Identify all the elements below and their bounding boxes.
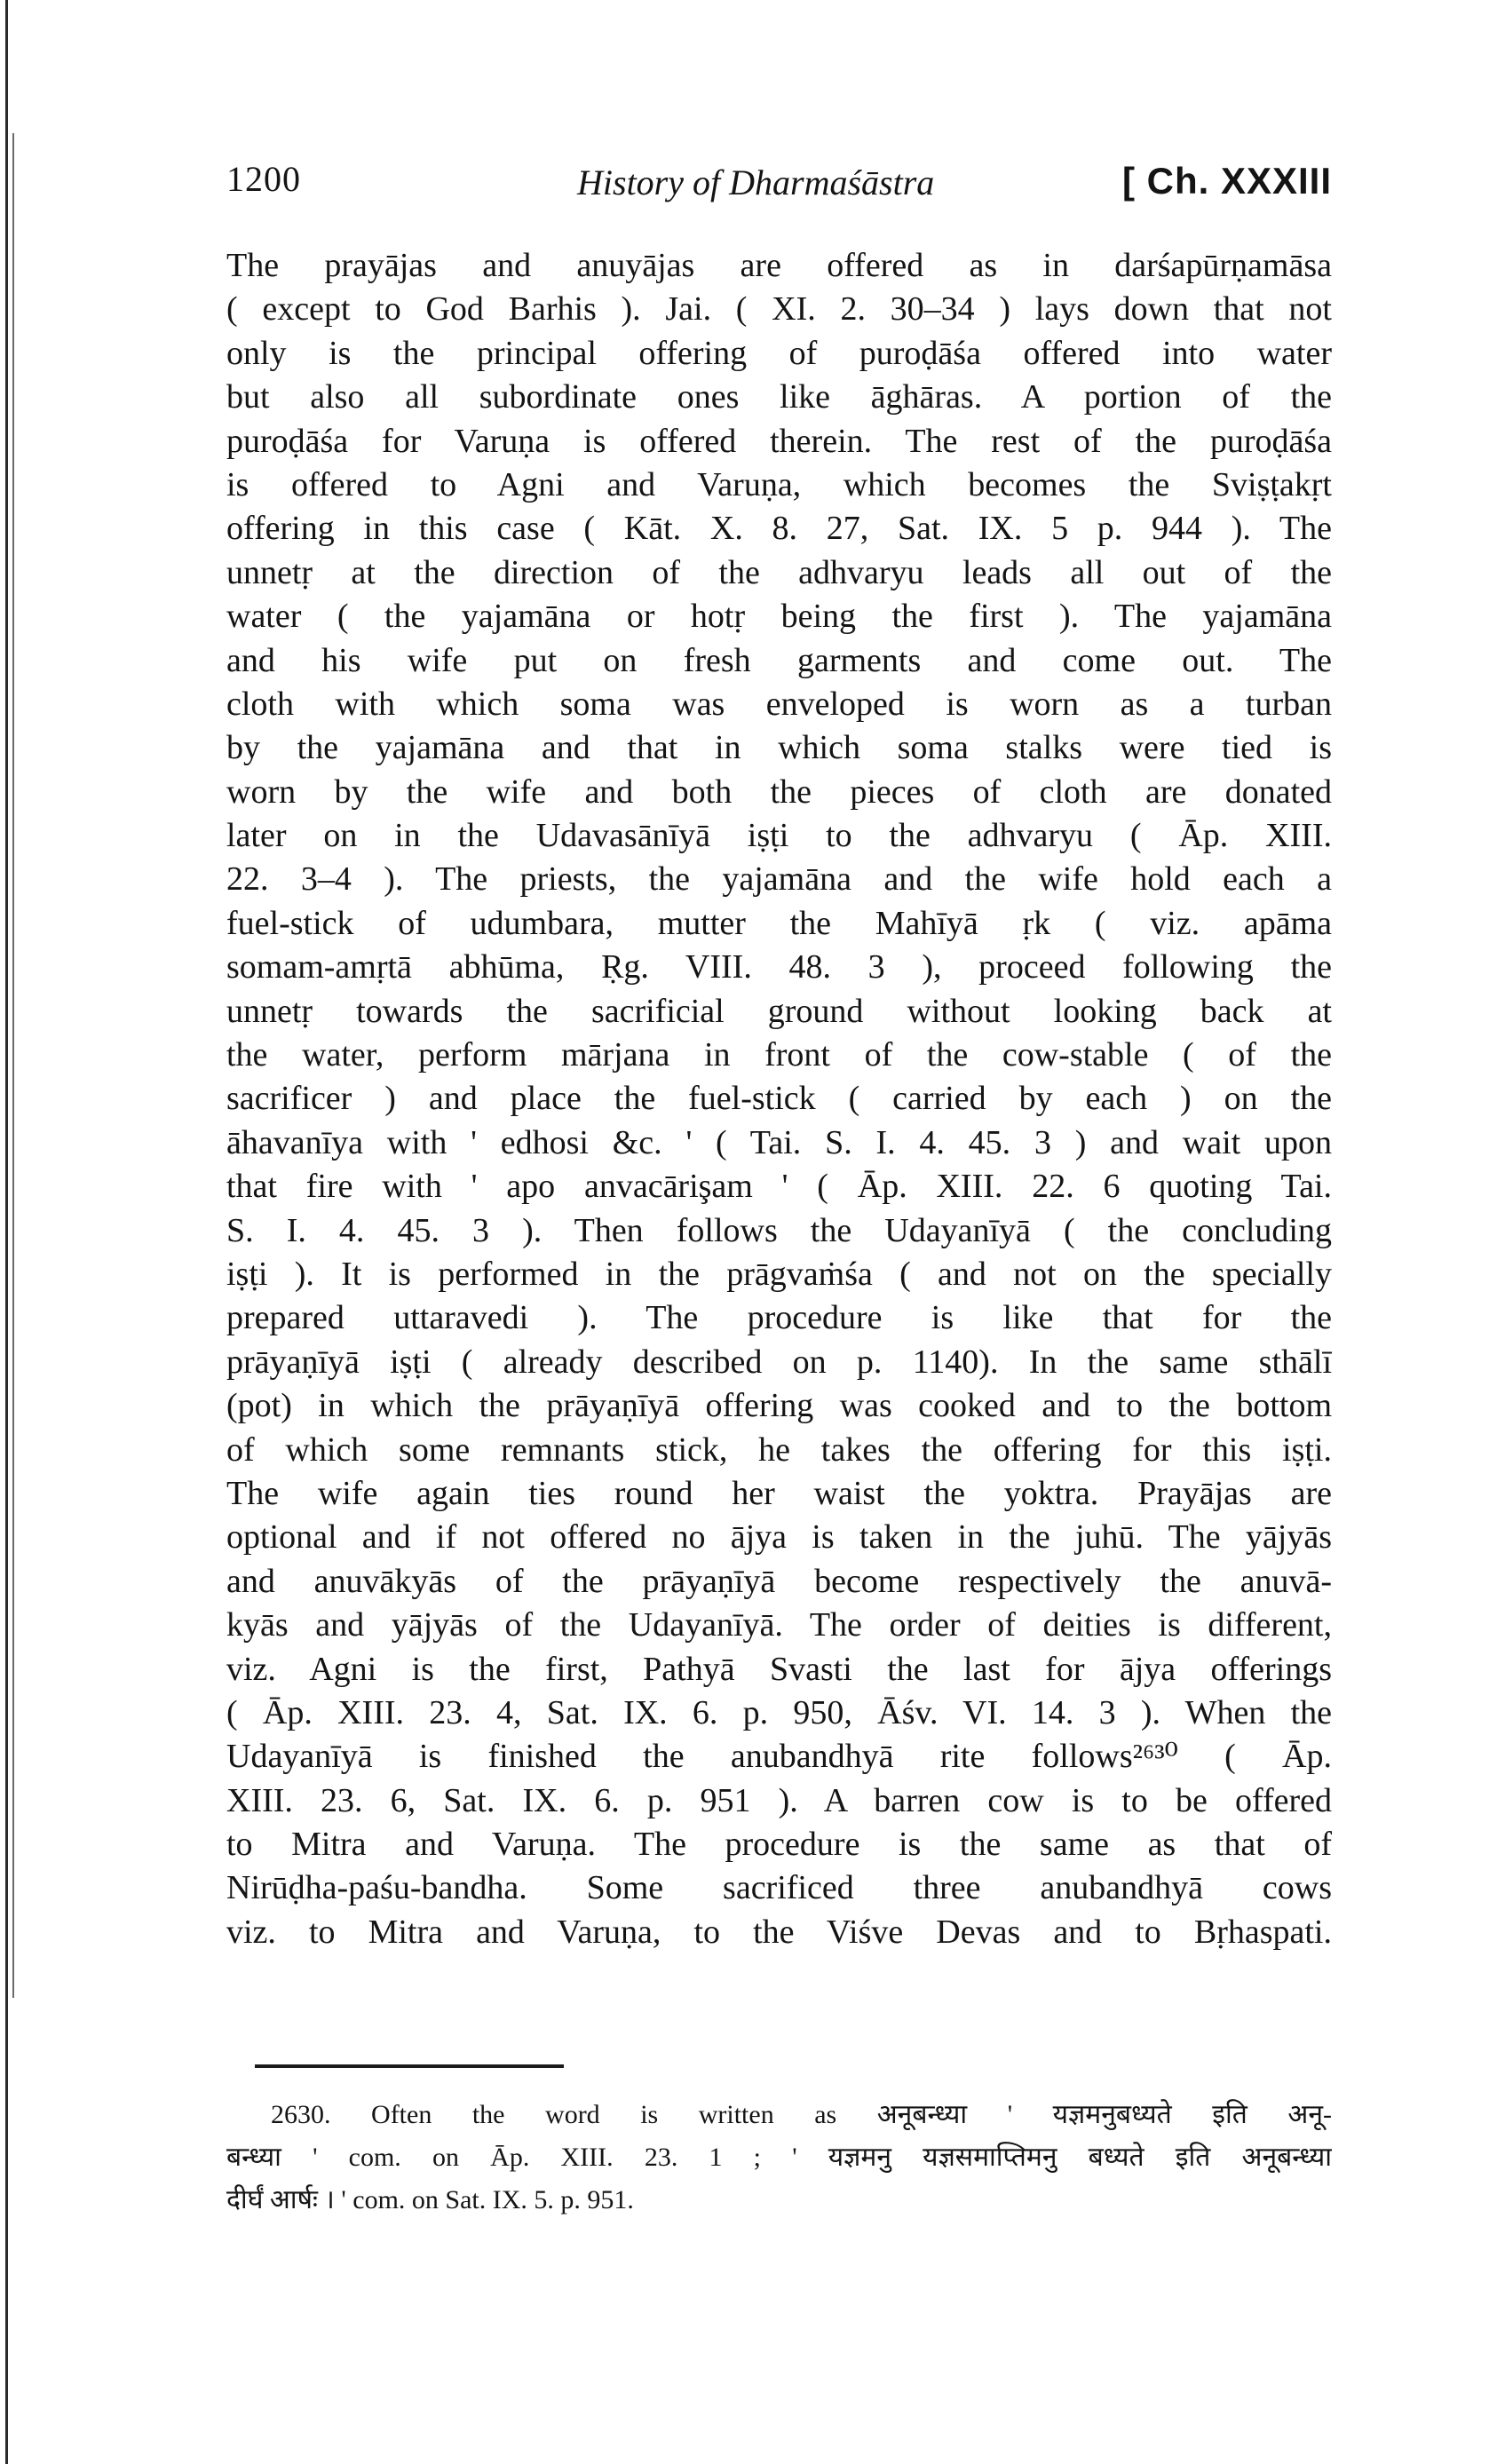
- body-line: somam-amṛtā abhūma, Ṛg. VIII. 48. 3 ), proceed following the: [226, 948, 1332, 986]
- body-line: cloth with which soma was enveloped is worn as a turban: [226, 685, 1332, 723]
- body-line: puroḍāśa for Varuṇa is offered therein. The rest of the puroḍāśa: [226, 422, 1332, 460]
- body-line: The wife again ties round her waist the yoktra. Prayājas are: [226, 1474, 1332, 1512]
- body-line: optional and if not offered no ājya is taken in the juhū. The yājyās: [226, 1518, 1332, 1557]
- footnote-rule: [255, 2064, 564, 2068]
- body-line: unnetṛ towards the sacrificial ground without looking back at: [226, 992, 1332, 1030]
- running-title: History of Dharmaśāstra: [577, 162, 935, 202]
- body-line: water ( the yajamāna or hotṛ being the first ). The yajamāna: [226, 598, 1332, 636]
- body-line: of which some remnants stick, he takes the offering for this iṣṭi.: [226, 1430, 1332, 1469]
- body-line: sacrificer ) and place the fuel-stick ( carried by each ) on the: [226, 1080, 1332, 1118]
- body-line: that fire with ' apo anvacārişam ' ( Āp. XIII. 22. 6 quoting Tai.: [226, 1168, 1332, 1206]
- footnotes: [226, 2094, 1332, 2222]
- page-number: 1200: [226, 159, 301, 199]
- body-line: by the yajamāna and that in which soma stalks were tied is: [226, 729, 1332, 767]
- body-line: (pot) in which the prāyaṇīyā offering was cooked and to the bottom: [226, 1387, 1332, 1425]
- body-text: [226, 244, 1332, 1954]
- body-line: viz. Agni is the first, Pathyā Svasti the last for ājya offerings: [226, 1650, 1332, 1688]
- body-line: kyās and yājyās of the Udayanīyā. The order of deities is different,: [226, 1606, 1332, 1644]
- body-line: later on in the Udavasānīyā iṣṭi to the adhvaryu ( Āp. XIII.: [226, 817, 1332, 855]
- footnote-line: बन्ध्या ' com. on Āp. XIII. 23. 1 ; ' यज्ञमनु यज्ञसमाप्तिमनु बध्यते इति अनूबन्ध्या: [226, 2143, 1332, 2172]
- body-line: viz. to Mitra and Varuṇa, to the Viśve Devas and to Bṛhaspati.: [226, 1913, 1332, 1951]
- body-line: unnetṛ at the direction of the adhvaryu leads all out of the: [226, 553, 1332, 591]
- body-line: ( except to God Barhis ). Jai. ( XI. 2. 30–34 ) lays down that not: [226, 290, 1332, 329]
- body-line: is offered to Agni and Varuṇa, which becomes the Sviṣṭakṛt: [226, 465, 1332, 503]
- body-line: iṣṭi ). It is performed in the prāgvaṁśa ( and not on the specially: [226, 1255, 1332, 1293]
- body-line: offering in this case ( Kāt. X. 8. 27, Sat. IX. 5 p. 944 ). The: [226, 510, 1332, 548]
- body-line: and anuvākyās of the prāyaṇīyā become respectively the anuvā-: [226, 1562, 1332, 1600]
- body-line: prāyaṇīyā iṣṭi ( already described on p. 1140). In the same sthālī: [226, 1343, 1332, 1381]
- body-line: 22. 3–4 ). The priests, the yajamāna and the wife hold each a: [226, 860, 1332, 899]
- page-edge-line: [5, 0, 8, 2464]
- page-header: [226, 158, 1332, 211]
- body-line: the water, perform mārjana in front of the cow-stable ( of the: [226, 1036, 1332, 1074]
- chapter-label: [ Ch. XXXIII: [1121, 160, 1332, 202]
- body-line: to Mitra and Varuṇa. The procedure is the same as that of: [226, 1826, 1332, 1864]
- page-edge-shadow: [12, 133, 14, 1998]
- body-line: Udayanīyā is finished the anubandhyā rite follows²⁶³⁰ ( Āp.: [226, 1738, 1332, 1776]
- body-line: prepared uttaravedi ). The procedure is like that for the: [226, 1299, 1332, 1337]
- body-line: ( Āp. XIII. 23. 4, Sat. IX. 6. p. 950, Āśv. VI. 14. 3 ). When the: [226, 1693, 1332, 1731]
- body-line: fuel-stick of udumbara, mutter the Mahīyā ṛk ( viz. apāma: [226, 904, 1332, 942]
- footnote-line: दीर्घं आर्षः । ' com. on Sat. IX. 5. p. 951.: [226, 2185, 634, 2214]
- body-line: S. I. 4. 45. 3 ). Then follows the Udayanīyā ( the concluding: [226, 1211, 1332, 1249]
- body-line: worn by the wife and both the pieces of cloth are donated: [226, 772, 1332, 811]
- body-line: The prayājas and anuyājas are offered as in darśapūrṇamāsa: [226, 247, 1332, 284]
- body-line: Nirūḍha-paśu-bandha. Some sacrificed three anubandhyā cows: [226, 1869, 1332, 1907]
- body-line: XIII. 23. 6, Sat. IX. 6. p. 951 ). A barren cow is to be offered: [226, 1781, 1332, 1819]
- body-line: but also all subordinate ones like āghāras. A portion of the: [226, 378, 1332, 416]
- body-line: āhavanīya with ' edhosi &c. ' ( Tai. S. I. 4. 45. 3 ) and wait upon: [226, 1123, 1332, 1161]
- body-line: only is the principal offering of puroḍāśa offered into water: [226, 334, 1332, 372]
- body-line: and his wife put on fresh garments and come out. The: [226, 641, 1332, 679]
- footnote-line: 2630. Often the word is written as अनूबन्ध्या ' यज्ञमनुबध्यते इति अनू-: [271, 2100, 1332, 2129]
